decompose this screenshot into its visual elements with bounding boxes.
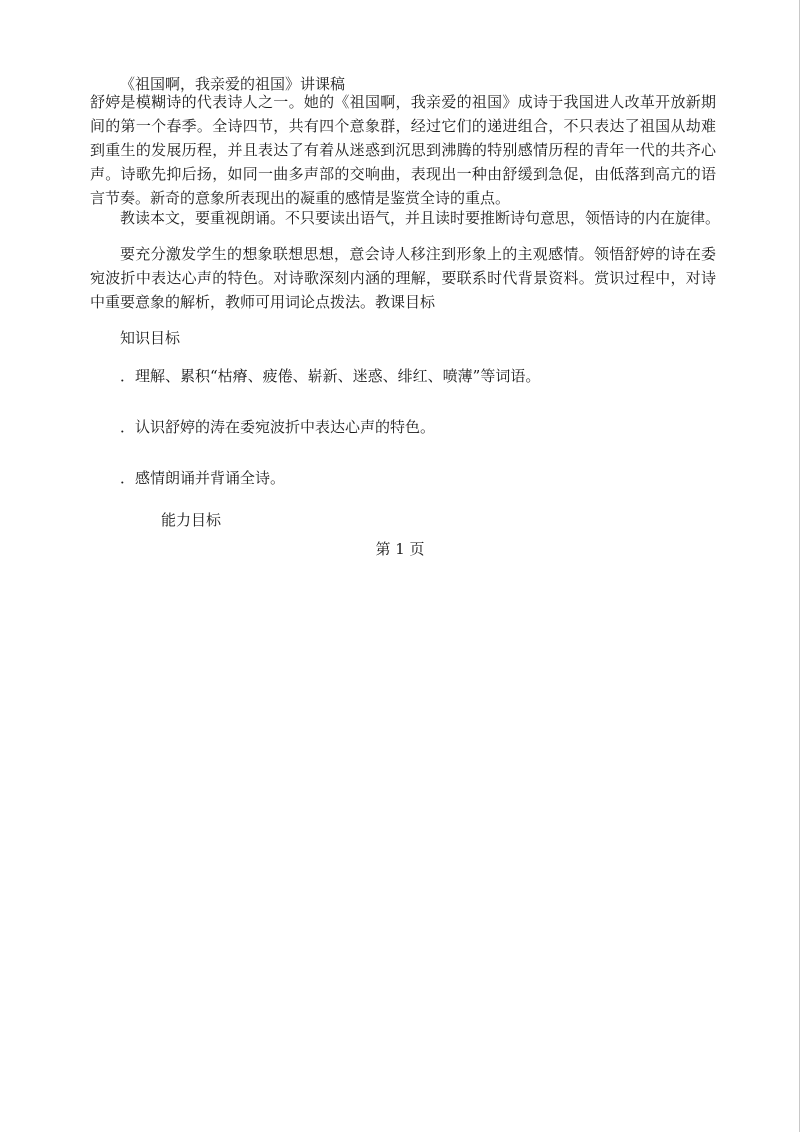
knowledge-item-text: ．理解、累积“枯瘠、疲倦、崭新、迷惑、绯红、喷薄”等词语。 xyxy=(120,367,541,385)
knowledge-heading-text: 知识目标 xyxy=(120,329,181,347)
reading-paragraph xyxy=(90,206,720,230)
knowledge-item xyxy=(90,415,435,439)
knowledge-item-text: ．认识舒婷的涛在委宛波折中表达心声的特色。 xyxy=(120,418,436,436)
ability-heading: 能力目标 xyxy=(161,511,222,529)
knowledge-item xyxy=(90,364,540,388)
page-number: 第 1 页 xyxy=(375,540,425,558)
knowledge-item xyxy=(90,466,285,490)
imagination-paragraph: 要充分激发学生的想象联想思想，意会诗人移注到形象上的主观感情。领悟舒婷的诗在委宛波折中表达心声的特色。对诗歌深刻内涵的理解，要联系时代背景资料。赏识过程中，对诗中重要意象的解析，教师可用词论点拨法。教课目标 xyxy=(90,245,716,311)
knowledge-item-text: ．感情朗诵并背诵全诗。 xyxy=(120,469,286,487)
reading-text: 教读本文，要重视朗诵。不只要读出语气，并且读时要推断诗句意思，领悟诗的内在旋律。 xyxy=(120,209,721,227)
intro-paragraph: 舒婷是模糊诗的代表诗人之一。她的《祖国啊，我亲爱的祖国》成诗于我国进人改革开放新期间的第一个春季。全诗四节，共有四个意象群，经过它们的递进组合，不只表达了祖国从劫难到重生的发展历程，并且表达了有着从迷惑到沉思到沸腾的特别感情历程的青年一代的共齐心声。诗歌先抑后扬，如同一曲多声部的交响曲，表现出一种由舒缓到急促，由低落到高亢的语言节奏。新奇的意象所表现出的凝重的感情是鉴赏全诗的重点。 xyxy=(90,93,716,207)
knowledge-heading xyxy=(90,326,180,350)
title-text: 《祖国啊，我亲爱的祖国》讲课稿 xyxy=(120,75,346,93)
